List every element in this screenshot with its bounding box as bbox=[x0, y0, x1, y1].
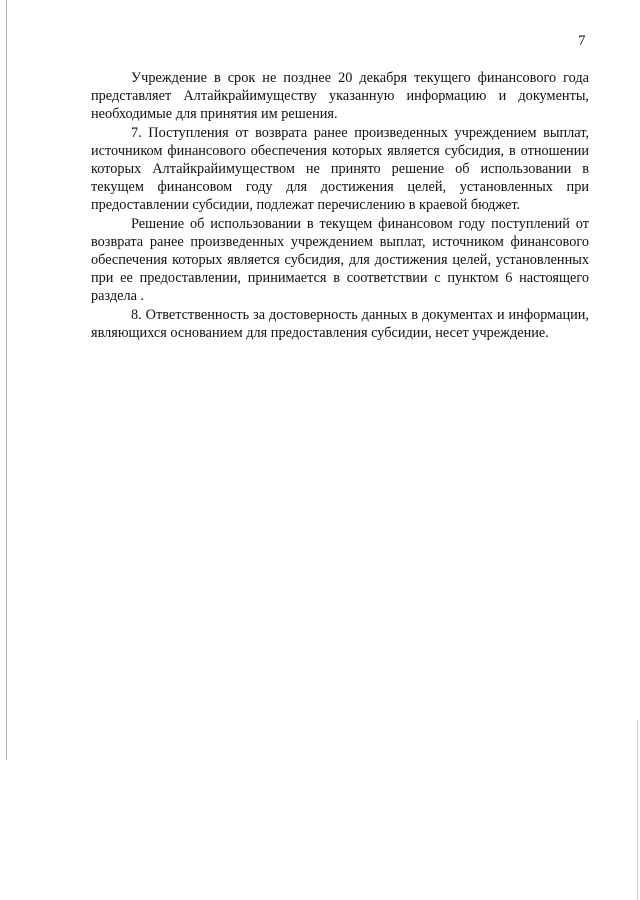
document-body bbox=[91, 69, 589, 342]
paragraph: 8. Ответственность за достоверность данных в документах и информации, являющихся основанием для предоставления субсидии, несет учреждение. bbox=[91, 306, 589, 341]
scan-edge-line bbox=[6, 0, 7, 760]
scan-edge-line bbox=[637, 720, 638, 900]
paragraph: 7. Поступления от возврата ранее произведенных учреждением выплат, источником финансового обеспечения которых является субсидия, в отношении которых Алтайкрайимуществом не принято решение об использовании в текущем финансовом году для достижения целей, установленных при предоставлении субсидии, подлежат перечислению в краевой бюджет. bbox=[91, 124, 589, 214]
paragraph: Решение об использовании в текущем финансовом году поступлений от возврата ранее произведенных учреждением выплат, источником финансового обеспечения которых является субсидия, для достижения целей, установленных при ее предоставлении, принимается в соответствии с пунктом 6 настоящего раздела . bbox=[91, 215, 589, 305]
paragraph: Учреждение в срок не позднее 20 декабря текущего финансового года представляет Алтайкрайимуществу указанную информацию и документы, необходимые для принятия им решения. bbox=[91, 70, 589, 123]
page-number: 7 bbox=[578, 33, 586, 49]
